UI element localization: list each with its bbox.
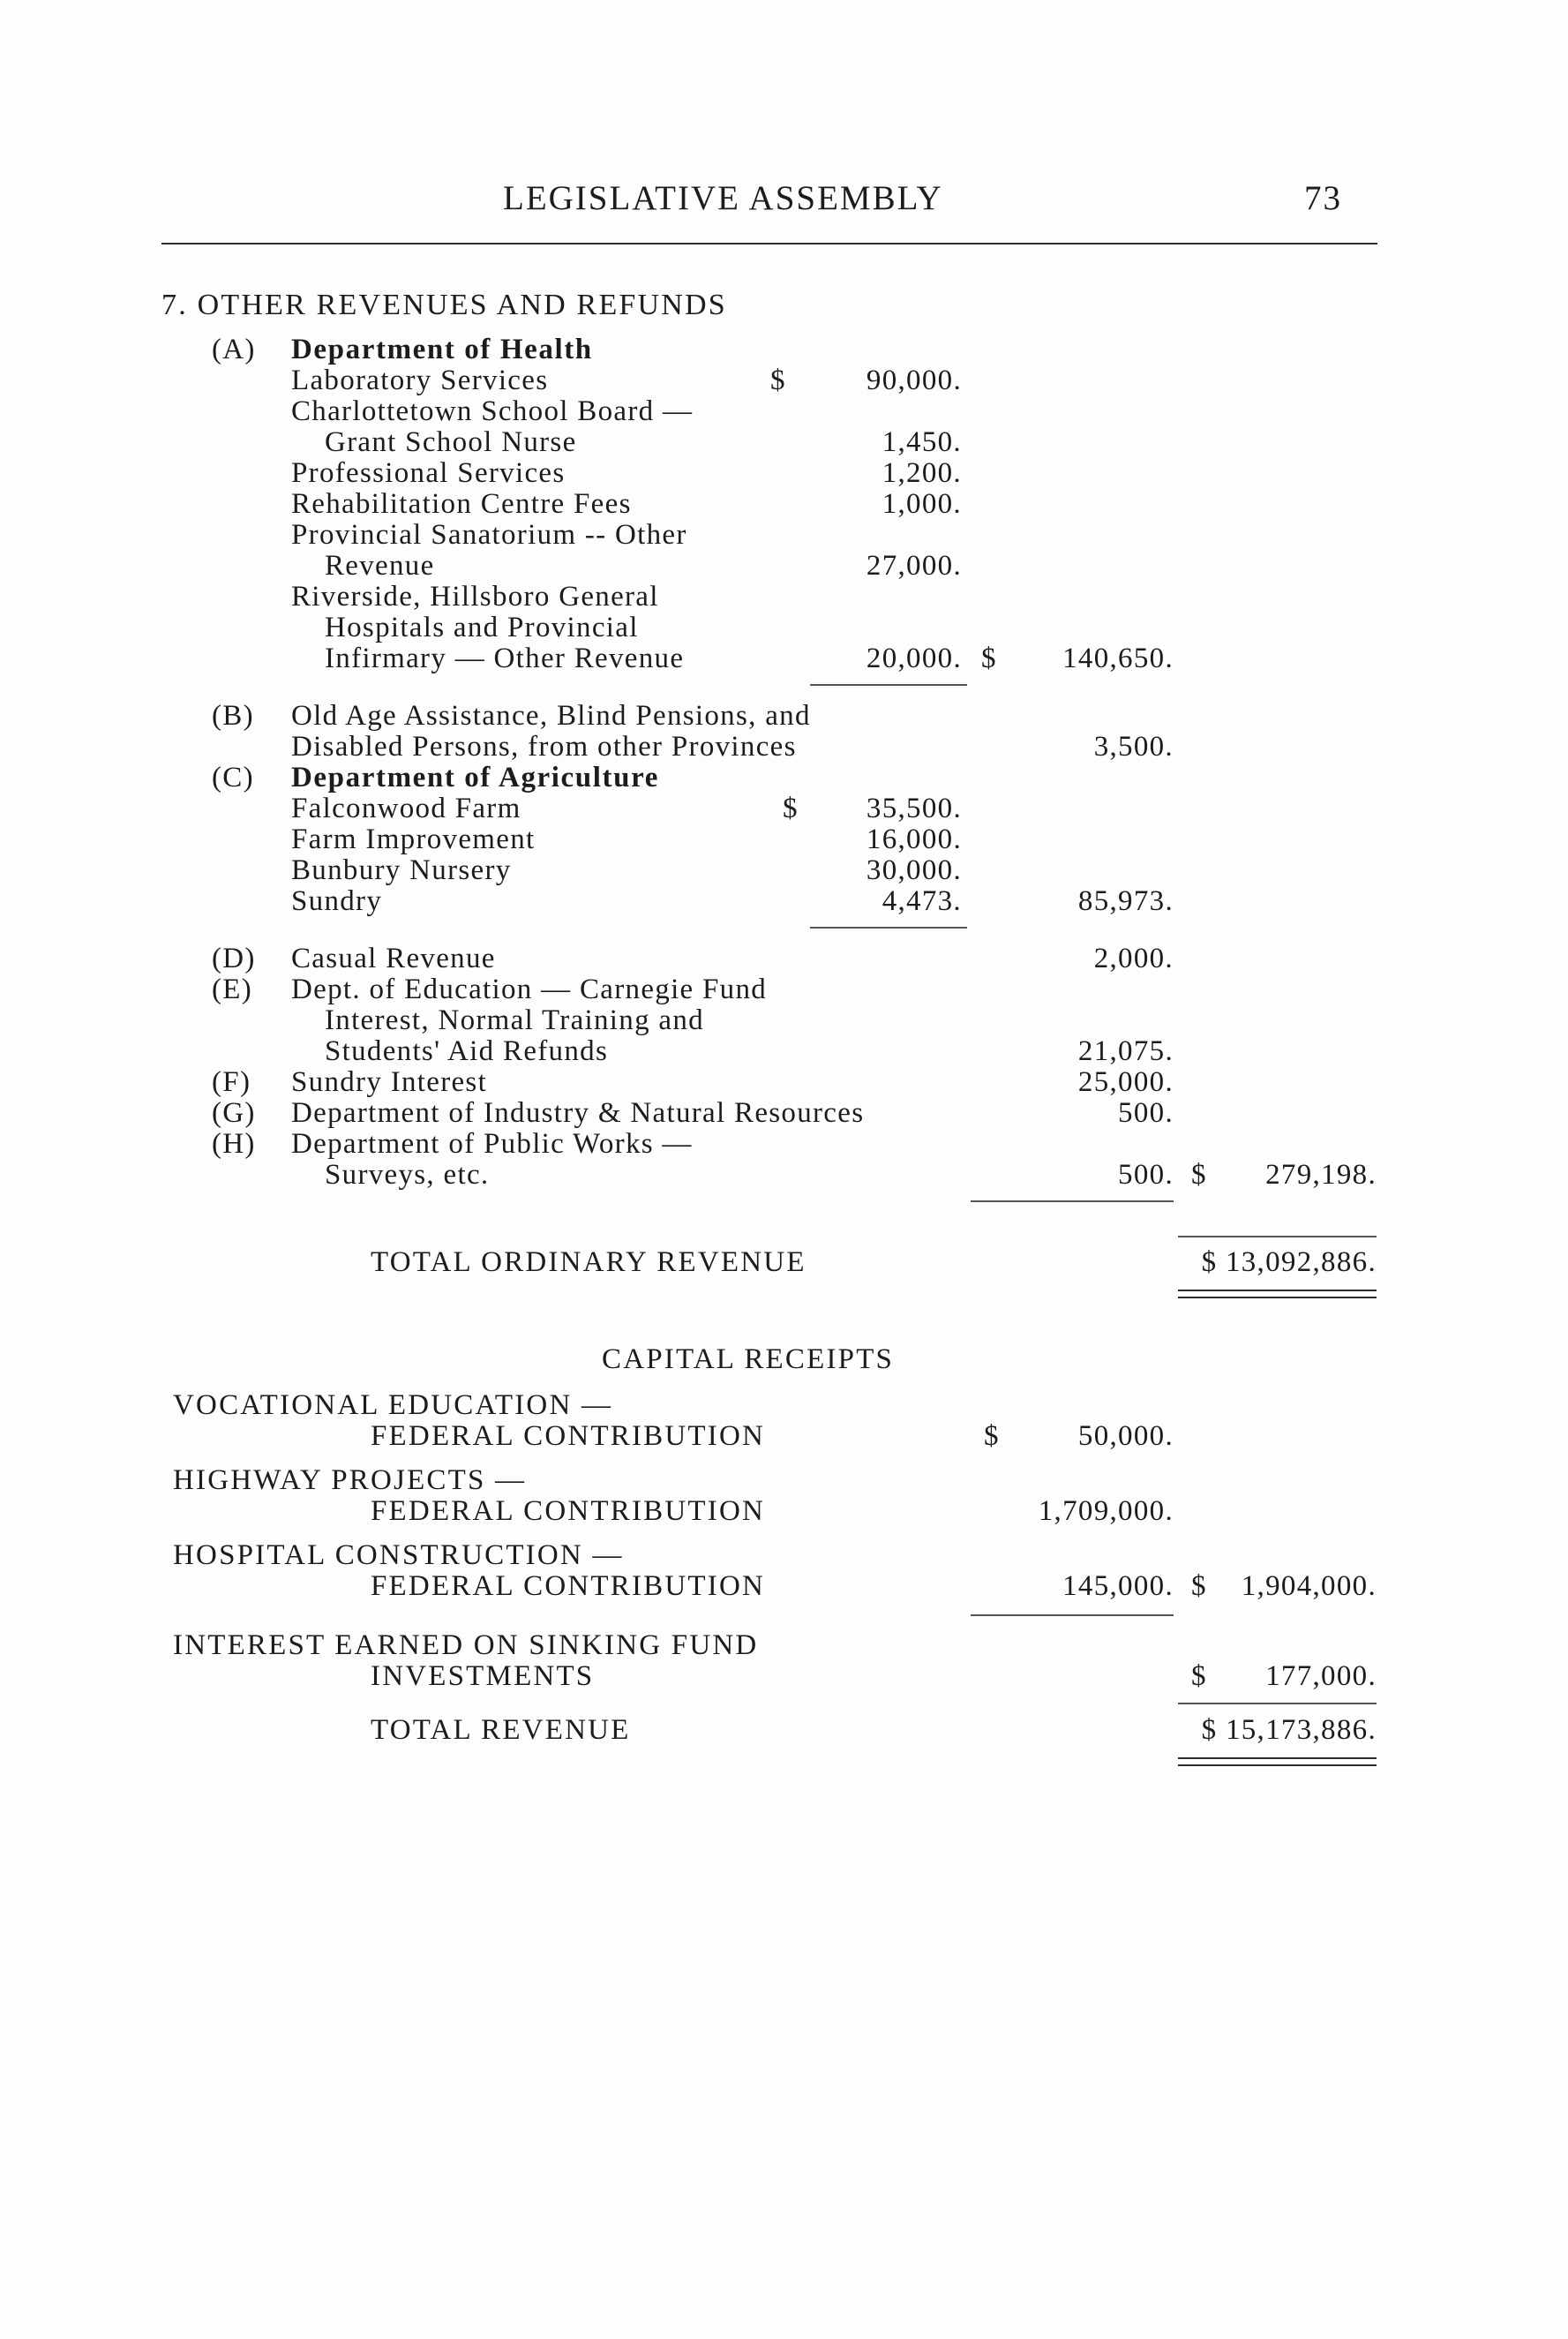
item-letter-a: (A) xyxy=(212,334,256,365)
health-item-5-amount: 27,000. xyxy=(866,550,962,582)
industry-label: Department of Industry & Natural Resources xyxy=(291,1097,865,1129)
health-item-3-amount: 1,200. xyxy=(882,457,962,489)
vocational-education-label-cont: FEDERAL CONTRIBUTION xyxy=(371,1420,766,1452)
health-item-2-label-cont: Grant School Nurse xyxy=(325,426,577,458)
interest-amount: 177,000. xyxy=(1265,1660,1377,1692)
health-subtotal-dollar: $ xyxy=(981,643,997,674)
agriculture-item-2-label: Farm Improvement xyxy=(291,824,536,855)
total-ordinary-revenue-label: TOTAL ORDINARY REVENUE xyxy=(371,1246,807,1278)
health-item-6-label: Riverside, Hillsboro General xyxy=(291,581,659,613)
agriculture-item-4-amount: 4,473. xyxy=(882,885,962,917)
item-letter-f: (F) xyxy=(212,1066,251,1098)
agriculture-item-4-label: Sundry xyxy=(291,885,383,917)
ordinary-double-rule-1 xyxy=(1178,1290,1377,1291)
total-ordinary-revenue-amount: $ 13,092,886. xyxy=(1201,1246,1377,1278)
health-item-4-amount: 1,000. xyxy=(882,488,962,520)
section-title: 7. OTHER REVENUES AND REFUNDS xyxy=(161,289,727,321)
item-letter-h: (H) xyxy=(212,1128,256,1160)
health-item-3-label: Professional Services xyxy=(291,457,566,489)
health-item-1-amount: 90,000. xyxy=(866,365,962,396)
agriculture-item-3-label: Bunbury Nursery xyxy=(291,854,512,886)
vocational-education-dollar: $ xyxy=(984,1420,1000,1452)
capital-total: 1,904,000. xyxy=(1241,1570,1377,1602)
health-item-2-amount: 1,450. xyxy=(882,426,962,458)
interest-label: INTEREST EARNED ON SINKING FUND xyxy=(173,1629,759,1661)
page-number: 73 xyxy=(1304,179,1342,217)
sundry-interest-amount: 25,000. xyxy=(1077,1066,1174,1098)
section-rule xyxy=(971,1200,1174,1202)
ordinary-top-rule xyxy=(1178,1236,1377,1237)
interest-dollar: $ xyxy=(1191,1660,1207,1692)
health-item-6-label-cont: Hospitals and Provincial xyxy=(325,612,639,643)
agriculture-item-1-dollar: $ xyxy=(783,793,799,824)
education-label: Dept. of Education — Carnegie Fund xyxy=(291,974,768,1005)
total-revenue-amount: $ 15,173,886. xyxy=(1201,1714,1377,1746)
public-works-label-cont: Surveys, etc. xyxy=(325,1159,490,1191)
health-item-4-label: Rehabilitation Centre Fees xyxy=(291,488,632,520)
public-works-amount: 500. xyxy=(1118,1159,1174,1191)
health-subtotal: 140,650. xyxy=(1062,643,1174,674)
item-letter-e: (E) xyxy=(212,974,253,1005)
capital-total-dollar: $ xyxy=(1191,1570,1207,1602)
health-item-1-dollar: $ xyxy=(770,365,786,396)
header-rule xyxy=(161,243,1377,244)
hospital-construction-label-cont: FEDERAL CONTRIBUTION xyxy=(371,1570,766,1602)
sundry-interest-label: Sundry Interest xyxy=(291,1066,488,1098)
item-letter-d: (D) xyxy=(212,943,256,974)
old-age-assistance-amount: 3,500. xyxy=(1093,731,1174,763)
agriculture-item-1-amount: 35,500. xyxy=(866,793,962,824)
highway-projects-label-cont: FEDERAL CONTRIBUTION xyxy=(371,1495,766,1527)
heading-department-of-agriculture: Department of Agriculture xyxy=(291,762,659,793)
section-total-dollar: $ xyxy=(1191,1159,1207,1191)
health-rule xyxy=(810,684,967,686)
item-letter-b: (B) xyxy=(212,700,254,732)
total-revenue-label: TOTAL REVENUE xyxy=(371,1714,631,1746)
education-label-cont2: Students' Aid Refunds xyxy=(325,1035,609,1067)
health-item-6-label-cont2: Infirmary — Other Revenue xyxy=(325,643,685,674)
capital-rule xyxy=(971,1614,1174,1616)
interest-label-cont: INVESTMENTS xyxy=(371,1660,595,1692)
page-header-title: LEGISLATIVE ASSEMBLY xyxy=(503,179,943,217)
casual-revenue-amount: 2,000. xyxy=(1093,943,1174,974)
agriculture-rule xyxy=(810,927,967,929)
highway-projects-label: HIGHWAY PROJECTS — xyxy=(173,1464,527,1496)
old-age-assistance-label: Old Age Assistance, Blind Pensions, and xyxy=(291,700,811,732)
highway-projects-amount: 1,709,000. xyxy=(1038,1495,1174,1527)
health-item-5-label-cont: Revenue xyxy=(325,550,435,582)
health-item-1-label: Laboratory Services xyxy=(291,365,549,396)
health-item-2-label: Charlottetown School Board — xyxy=(291,395,694,427)
capital-receipts-title: CAPITAL RECEIPTS xyxy=(602,1343,895,1375)
item-letter-c: (C) xyxy=(212,762,254,793)
agriculture-item-1-label: Falconwood Farm xyxy=(291,793,521,824)
agriculture-item-2-amount: 16,000. xyxy=(866,824,962,855)
vocational-education-amount: 50,000. xyxy=(1077,1420,1174,1452)
ordinary-double-rule-2 xyxy=(1178,1297,1377,1298)
total-revenue-double-rule-1 xyxy=(1178,1757,1377,1759)
casual-revenue-label: Casual Revenue xyxy=(291,943,496,974)
old-age-assistance-label-cont: Disabled Persons, from other Provinces xyxy=(291,731,797,763)
hospital-construction-label: HOSPITAL CONSTRUCTION — xyxy=(173,1539,624,1571)
vocational-education-label: VOCATIONAL EDUCATION — xyxy=(173,1389,613,1421)
total-revenue-double-rule-2 xyxy=(1178,1764,1377,1766)
agriculture-item-3-amount: 30,000. xyxy=(866,854,962,886)
agriculture-subtotal: 85,973. xyxy=(1077,885,1174,917)
education-amount: 21,075. xyxy=(1077,1035,1174,1067)
education-label-cont: Interest, Normal Training and xyxy=(325,1004,704,1036)
industry-amount: 500. xyxy=(1118,1097,1174,1129)
health-item-6-amount: 20,000. xyxy=(866,643,962,674)
hospital-construction-amount: 145,000. xyxy=(1062,1570,1174,1602)
section-total: 279,198. xyxy=(1265,1159,1377,1191)
health-item-5-label: Provincial Sanatorium -- Other xyxy=(291,519,687,551)
total-revenue-top-rule xyxy=(1178,1703,1377,1704)
heading-department-of-health: Department of Health xyxy=(291,334,593,365)
item-letter-g: (G) xyxy=(212,1097,256,1129)
public-works-label: Department of Public Works — xyxy=(291,1128,693,1160)
